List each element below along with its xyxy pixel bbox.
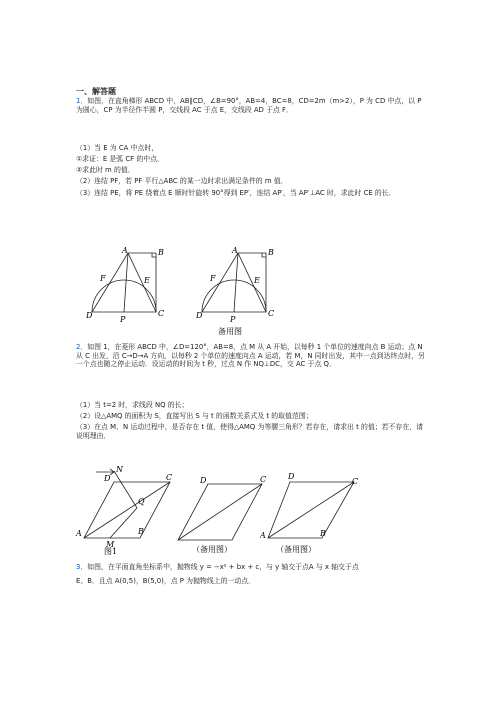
q2-figure-1 [74,464,174,556]
label-D: D [104,474,111,483]
q1-stem-text: ．如图，在直角梯形 ABCD 中，AB∥CD，∠B=90°，AB=4，BC=8，CD=2m（m>2），P 为 CD 中点，以 P 为圆心，CP 为半径作半圆 P，交线段 AC 于点 E，交线段 AD 于点 F． [76,97,422,114]
label-A: A [260,531,266,540]
label-C: C [158,309,165,318]
label-A: A [122,246,128,255]
label-B: B [158,248,164,257]
label-P: P [230,315,236,324]
diagonal-ac [128,253,156,312]
q2-part2: （2）设△AMQ 的面积为 S，直接写出 S 与 t 的函数关系式及 t 的取值范围； [76,412,313,420]
label-C: C [260,475,267,484]
diagonal-ac [178,484,262,540]
label-E: E [254,276,260,285]
figure-caption: 备用图 [218,327,242,336]
q1-part1a: ①求证：E 是弧 CF 的中点． [76,155,164,163]
q2-part1: （1）当 t=2 时，求线段 NQ 的长； [76,401,189,409]
q2-part3: （3）在点 M、N 运动过程中，是否存在 t 值，使得△AMQ 为等腰三角形？若存在，请求出 t 的值；若不存在，请说明理由． [76,423,424,440]
section-title: 一、解答题 [76,87,116,96]
q3-line1-text: ．如图，在平面直角坐标系中，抛物线 y = −x² + bx + c，与 y 轴交于点A 与 x 轴交于点 [80,563,359,571]
label-F: F [100,274,106,283]
label-A: A [76,529,82,538]
q3-line2: E、B．且点 A(0,5)，B(5,0)，点 P 为抛物线上的一动点． [76,577,256,585]
figure-caption: （备用图） [276,545,316,554]
q3-number: 3 [76,563,81,571]
label-Q: Q [138,497,145,506]
q1-stem [76,97,428,114]
right-angle-mark [262,253,266,257]
diagonal-ac [238,253,266,312]
q1-part1b: ②求此时 m 的值． [76,166,135,174]
diagonal-ac [84,482,170,538]
q2-figure-spare-1 [174,474,268,556]
label-M: M [106,540,115,549]
label-E: E [144,276,150,285]
label-D: D [86,311,93,320]
segment-nq [114,471,137,508]
q2-stem-text: ．如图 1，在菱形 ABCD 中，∠D=120°，AB=8，点 M 从 A 开始，以每秒 1 个单位的速度向点 B 运动；点 N 从 C 出发，沿 C→D→A 方向，以每秒 2 个单位的速度向点 A 运动，若 M，N 同时出发，其中一点到达终点时，另一个点也随之停止运动．设运动的时间为 t 秒，过点 N 作 NQ⊥DC，交 AC 于点 Q． [76,343,425,369]
label-D: D [200,476,207,485]
q3-line1 [76,563,428,572]
label-C: C [268,309,275,318]
label-F: F [210,274,216,283]
label-P: P [120,315,126,324]
right-angle-mark [152,253,156,257]
q1-number: 1 [76,97,81,105]
label-B: B [320,529,326,538]
figure-caption: （备用图） [192,545,232,554]
label-B: B [268,248,274,257]
q2-figure-spare-2 [260,472,364,556]
label-D: D [288,472,295,481]
label-N: N [116,465,123,474]
q1-part3: （3）连结 PE，将 PE 绕着点 E 顺时针旋转 90°得到 EP′，连结 AP′，当 AP′⊥AC 时，求此时 CE 的长． [76,189,396,197]
q1-figure-spare [196,246,280,336]
label-B: B [138,527,144,536]
q1-figure-main [86,246,170,324]
segment-pa [124,253,128,312]
q1-part1: （1）当 E 为 CA 中点时， [76,144,159,152]
segment-pa [234,253,238,312]
label-A: A [232,246,238,255]
label-C: C [166,473,173,482]
label-C: C [352,477,359,486]
q1-part2: （2）连结 PF，若 PF 平行△ABC 的某一边时求出满足条件的 m 值． [76,177,288,185]
q2-number: 2 [76,343,81,351]
figure-caption: 图1 [104,547,118,556]
q2-stem [76,343,428,369]
diagonal-ac [268,482,354,538]
label-D: D [196,311,203,320]
